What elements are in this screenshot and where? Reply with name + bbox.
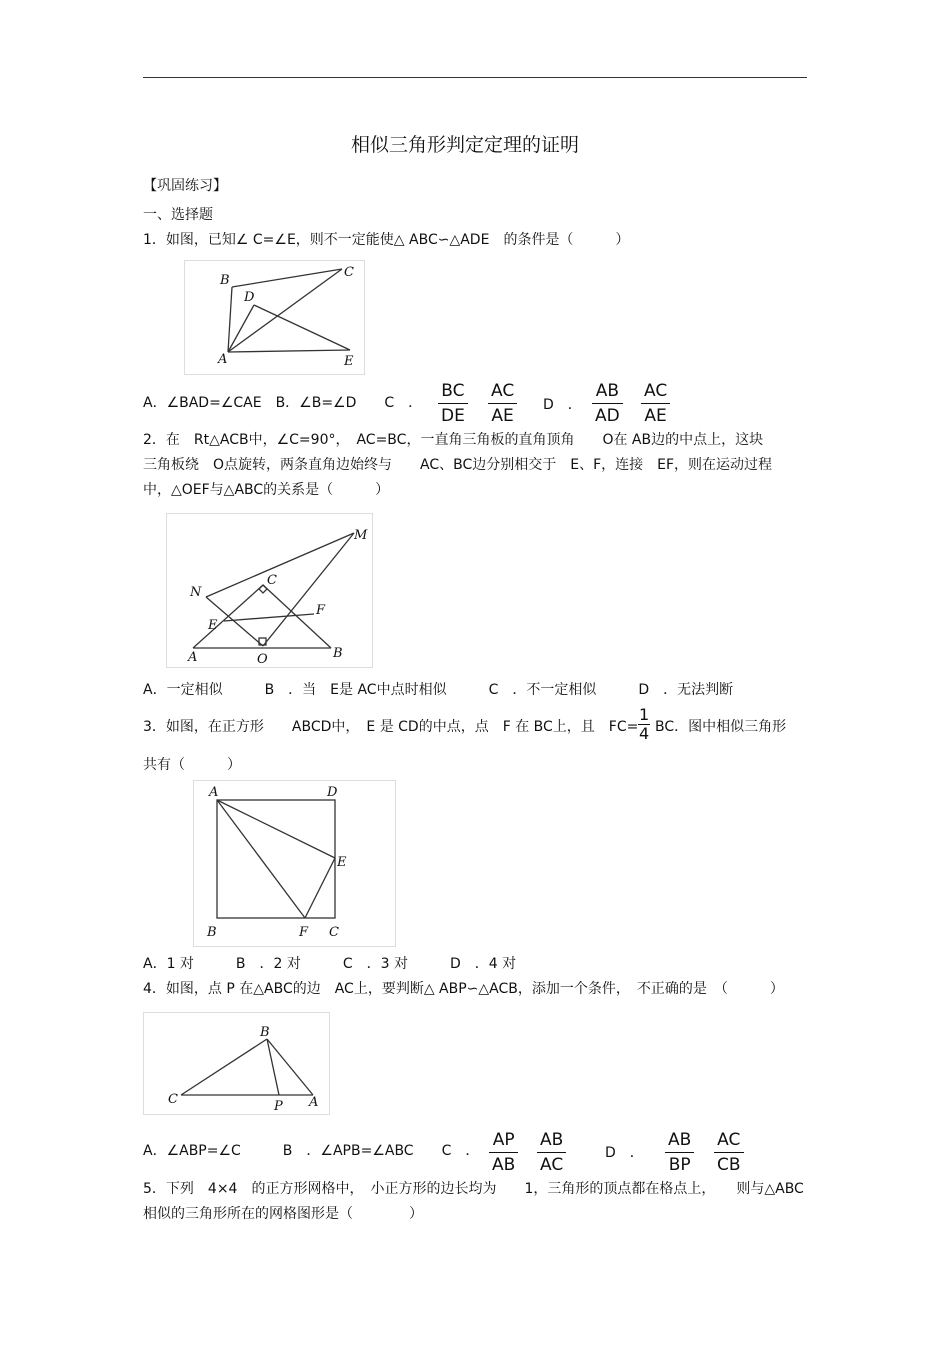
q3-figure <box>193 780 399 948</box>
q2-label-f: F <box>316 603 326 618</box>
q4-fraction-ac-cb: $\frac{AC}{CB}$ <box>714 1128 744 1177</box>
q4-fraction-ap-ab: $\frac{AP}{AB}$ <box>489 1128 518 1177</box>
q3-label-f: F <box>299 925 309 940</box>
q4-label-a: A <box>309 1095 319 1110</box>
q2-figure <box>166 513 376 669</box>
q3-options: A．1 对 B ．2 对 C ．3 对 D ．4 对 <box>143 956 517 972</box>
q3-label-c: C <box>329 925 339 940</box>
q5-line1: 5．下列 4×4 的正方形网格中， 小正方形的边长均为 1，三角形的顶点都在格点上， 则与△ABC <box>143 1181 804 1197</box>
q4-option-a-b-c: A．∠ABP=∠C B ．∠APB=∠ABC C ． <box>143 1143 480 1159</box>
q1-fraction-ab-ad: $\frac{AB}{AD}$ <box>592 379 623 428</box>
q3-line1b: BC．图中相似三角形 <box>655 719 787 735</box>
q4-label-c: C <box>168 1092 178 1107</box>
q1-fraction-bc-de: $\frac{BC}{DE}$ <box>438 379 468 428</box>
q1-label-a: A <box>218 352 228 367</box>
q2-line1: 2．在 Rt△ACB中，∠C=90°， AC=BC，一直角三角板的直角顶角 O在 AB边的中点上，这块 <box>143 432 764 448</box>
q3-line1a: 3．如图，在正方形 ABCD中， E 是 CD的中点，点 F 在 BC上，且 FC= <box>143 719 639 735</box>
q2-line2: 三角板绕 O点旋转，两条直角边始终与 AC、BC边分别相交于 E、F，连接 EF，则在运动过程 <box>143 457 773 473</box>
q2-line3: 中，△OEF与△ABC的关系是（ ） <box>143 482 390 498</box>
q3-label-a: A <box>209 785 219 800</box>
q4-option-d: D ． <box>605 1145 644 1161</box>
section-label: 【巩固练习】 <box>143 178 227 194</box>
q1-label-c: C <box>344 265 354 280</box>
q4-fraction-ab-ac: $\frac{AB}{AC}$ <box>537 1128 566 1177</box>
q4-label-p: P <box>274 1099 283 1114</box>
q4-stem: 4．如图，点 P 在△ABC的边 AC上，要判断△ ABP∽△ACB，添加一个条件， 不正确的是 （ ） <box>143 981 784 997</box>
q1-option-a-b-c: A．∠BAD=∠CAE B．∠B=∠D C ． <box>143 395 423 411</box>
q4-figure <box>143 1012 333 1116</box>
q4-fraction-ab-bp: $\frac{AB}{BP}$ <box>665 1128 694 1177</box>
q2-label-a: A <box>188 650 198 665</box>
q1-fraction-ac-ae-d: $\frac{AC}{AE}$ <box>641 379 670 428</box>
q2-label-m: M <box>354 528 368 543</box>
q2-label-o: O <box>257 652 268 667</box>
q2-label-n: N <box>190 585 202 600</box>
q2-label-c: C <box>267 573 277 588</box>
header-rule <box>143 77 807 78</box>
page-title: 相似三角形判定定理的证明 <box>350 134 579 156</box>
q1-fraction-ac-ae: $\frac{AC}{AE}$ <box>488 379 517 428</box>
q2-options: A．一定相似 B ．当 E是 AC中点时相似 C ．不一定相似 D ．无法判断 <box>143 682 734 698</box>
q3-label-d: D <box>327 785 338 800</box>
q1-label-e: E <box>344 354 354 369</box>
q4-label-b: B <box>260 1025 270 1040</box>
q1-label-d: D <box>244 290 255 305</box>
q1-option-d: D ． <box>543 397 582 413</box>
q3-label-e: E <box>337 855 347 870</box>
q1-label-b: B <box>220 273 230 288</box>
q2-label-e: E <box>208 618 218 633</box>
q1-figure <box>184 260 368 376</box>
part-heading: 一、选择题 <box>143 207 213 223</box>
q3-line2: 共有（ ） <box>143 757 241 773</box>
q3-fraction-one-quarter: 1 4 <box>639 705 650 743</box>
q3-label-b: B <box>207 925 217 940</box>
q5-line2: 相似的三角形所在的网格图形是（ ） <box>143 1206 423 1222</box>
q2-label-b: B <box>333 646 343 661</box>
q1-stem: 1．如图，已知∠ C=∠E，则不一定能使△ ABC∽△ADE 的条件是（ ） <box>143 232 630 248</box>
